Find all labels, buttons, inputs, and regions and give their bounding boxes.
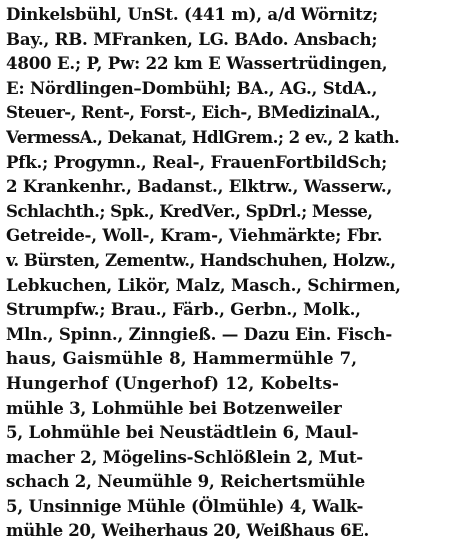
entry-line: Dinkelsbühl, UnSt. (441 m), a/d Wörnitz; (6, 4, 378, 24)
entry-line: VermessA., Dekanat, HdlGrem.; 2 ev., 2 kath. (6, 126, 400, 147)
entry-line: 2 Krankenhr., Badanst., Elktrw., Wasserw., (6, 176, 393, 197)
entry-line: Lebkuchen, Likör, Malz, Masch., Schirmen, (6, 274, 401, 295)
entry-line: 5, Lohmühle bei Neustädtlein 6, Maul- (6, 422, 359, 443)
entry-line: Mln., Spinn., Zinngieß. — Dazu Ein. Fisch- (6, 323, 393, 344)
entry-line: macher 2, Mögelins-Schlößlein 2, Mut- (6, 446, 363, 467)
entry-line: Bay., RB. MFranken, LG. BAdo. Ansbach; (6, 28, 378, 49)
entry-line: 4800 E.; P, Pw: 22 km E Wassertrüdingen, (6, 53, 388, 74)
entry-line: haus, Gaismühle 8, Hammermühle 7, (6, 348, 358, 369)
entry-line: schach 2, Neumühle 9, Reichertsmühle (6, 471, 365, 492)
entry-line: E: Nördlingen–Dombühl; BA., AG., StdA., (6, 77, 378, 98)
entry-line: mühle 3, Lohmühle bei Botzenweiler (6, 397, 342, 418)
entry-line: mühle 20, Weiherhaus 20, Weißhaus 6E. (6, 520, 369, 541)
entry-line: Steuer-, Rent-, Forst-, Eich-, BMedizinalA., (6, 102, 381, 123)
entry-line: v. Bürsten, Zementw., Handschuhen, Holzw., (6, 249, 396, 270)
entry-line: Strumpfw.; Brau., Färb., Gerbn., Molk., (6, 299, 361, 320)
gazetteer-entry (6, 2, 454, 543)
entry-line: Getreide-, Woll-, Kram-, Viehmärkte; Fbr. (6, 225, 383, 246)
entry-line: Pfk.; Progymn., Real-, FrauenFortbildSch; (6, 151, 388, 172)
entry-line: 5, Unsinnige Mühle (Ölmühle) 4, Walk- (6, 495, 364, 516)
entry-line: Schlachth.; Spk., KredVer., SpDrl.; Messe, (6, 200, 373, 221)
entry-line: Hungerhof (Ungerhof) 12, Kobelts- (6, 372, 340, 393)
